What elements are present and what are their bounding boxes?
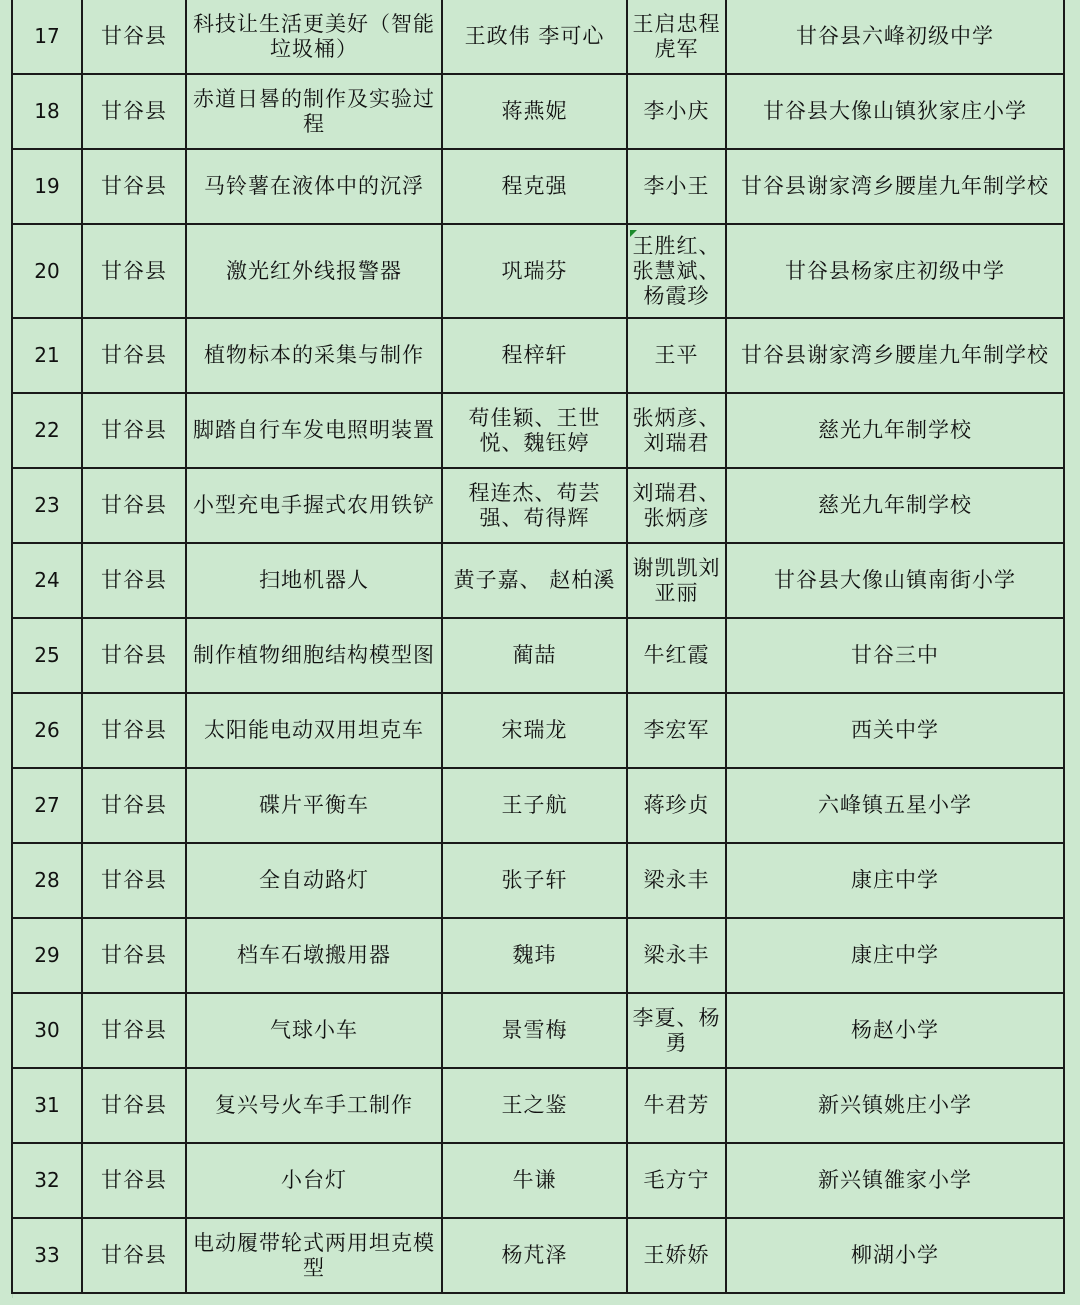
students-cell[interactable]: 王政伟 李可心 bbox=[442, 0, 627, 74]
project-title-cell[interactable]: 科技让生活更美好（智能垃圾桶） bbox=[186, 0, 442, 74]
table-row bbox=[12, 768, 1064, 843]
teachers-cell[interactable]: 李宏军 bbox=[627, 693, 726, 768]
students-cell[interactable]: 宋瑞龙 bbox=[442, 693, 627, 768]
students-cell[interactable]: 景雪梅 bbox=[442, 993, 627, 1068]
teachers-cell[interactable]: 张炳彦、刘瑞君 bbox=[627, 393, 726, 468]
county-cell[interactable]: 甘谷县 bbox=[82, 224, 186, 318]
table-row bbox=[12, 693, 1064, 768]
table-row bbox=[12, 0, 1064, 74]
row-number-cell[interactable]: 32 bbox=[12, 1143, 82, 1218]
project-title-cell[interactable]: 全自动路灯 bbox=[186, 843, 442, 918]
row-number-cell[interactable]: 20 bbox=[12, 224, 82, 318]
school-cell[interactable]: 甘谷县谢家湾乡腰崖九年制学校 bbox=[726, 149, 1064, 224]
teachers-cell[interactable]: 牛君芳 bbox=[627, 1068, 726, 1143]
county-cell[interactable]: 甘谷县 bbox=[82, 618, 186, 693]
project-title-cell[interactable]: 太阳能电动双用坦克车 bbox=[186, 693, 442, 768]
school-cell[interactable]: 慈光九年制学校 bbox=[726, 393, 1064, 468]
project-title-cell[interactable]: 扫地机器人 bbox=[186, 543, 442, 618]
school-cell[interactable]: 杨赵小学 bbox=[726, 993, 1064, 1068]
teachers-cell[interactable]: 刘瑞君、张炳彦 bbox=[627, 468, 726, 543]
county-cell[interactable]: 甘谷县 bbox=[82, 993, 186, 1068]
table-row bbox=[12, 1068, 1064, 1143]
table-row bbox=[12, 618, 1064, 693]
row-number-cell[interactable]: 21 bbox=[12, 318, 82, 393]
teachers-cell[interactable]: 谢凯凯刘亚丽 bbox=[627, 543, 726, 618]
row-number-cell[interactable]: 28 bbox=[12, 843, 82, 918]
students-cell[interactable]: 王子航 bbox=[442, 768, 627, 843]
county-cell[interactable]: 甘谷县 bbox=[82, 843, 186, 918]
students-cell[interactable]: 蔺喆 bbox=[442, 618, 627, 693]
row-number-cell[interactable]: 25 bbox=[12, 618, 82, 693]
row-number-cell[interactable]: 22 bbox=[12, 393, 82, 468]
teachers-cell[interactable]: 毛方宁 bbox=[627, 1143, 726, 1218]
project-title-cell[interactable]: 激光红外线报警器 bbox=[186, 224, 442, 318]
students-cell[interactable]: 王之鉴 bbox=[442, 1068, 627, 1143]
row-number-cell[interactable]: 33 bbox=[12, 1218, 82, 1293]
school-cell[interactable]: 慈光九年制学校 bbox=[726, 468, 1064, 543]
school-cell[interactable]: 甘谷县谢家湾乡腰崖九年制学校 bbox=[726, 318, 1064, 393]
project-title-cell[interactable]: 赤道日晷的制作及实验过程 bbox=[186, 74, 442, 149]
school-cell[interactable]: 新兴镇姚庄小学 bbox=[726, 1068, 1064, 1143]
row-number-cell[interactable]: 31 bbox=[12, 1068, 82, 1143]
project-title-cell[interactable]: 小台灯 bbox=[186, 1143, 442, 1218]
students-cell[interactable]: 苟佳颖、王世悦、魏钰婷 bbox=[442, 393, 627, 468]
cell-comment-marker bbox=[630, 230, 637, 237]
project-title-cell[interactable]: 制作植物细胞结构模型图 bbox=[186, 618, 442, 693]
row-number-cell[interactable]: 17 bbox=[12, 0, 82, 74]
students-cell[interactable]: 黄子嘉、 赵柏溪 bbox=[442, 543, 627, 618]
table-row bbox=[12, 393, 1064, 468]
teachers-cell[interactable]: 王娇娇 bbox=[627, 1218, 726, 1293]
students-cell[interactable]: 张子轩 bbox=[442, 843, 627, 918]
teachers-cell[interactable]: 蒋珍贞 bbox=[627, 768, 726, 843]
teachers-cell[interactable]: 王平 bbox=[627, 318, 726, 393]
teachers-cell[interactable]: 李小庆 bbox=[627, 74, 726, 149]
right-gutter bbox=[1066, 0, 1080, 1305]
table-body bbox=[12, 0, 1064, 1293]
school-cell[interactable]: 甘谷县六峰初级中学 bbox=[726, 0, 1064, 74]
table-row bbox=[12, 843, 1064, 918]
county-cell[interactable]: 甘谷县 bbox=[82, 1218, 186, 1293]
county-cell[interactable]: 甘谷县 bbox=[82, 318, 186, 393]
county-cell[interactable]: 甘谷县 bbox=[82, 74, 186, 149]
county-cell[interactable]: 甘谷县 bbox=[82, 768, 186, 843]
table-row bbox=[12, 993, 1064, 1068]
row-number-cell[interactable]: 24 bbox=[12, 543, 82, 618]
table-row bbox=[12, 74, 1064, 149]
school-cell[interactable]: 康庄中学 bbox=[726, 843, 1064, 918]
table-row bbox=[12, 1218, 1064, 1293]
school-cell[interactable]: 柳湖小学 bbox=[726, 1218, 1064, 1293]
county-cell[interactable]: 甘谷县 bbox=[82, 543, 186, 618]
county-cell[interactable]: 甘谷县 bbox=[82, 393, 186, 468]
school-cell[interactable]: 甘谷县大像山镇南街小学 bbox=[726, 543, 1064, 618]
school-cell[interactable]: 甘谷县大像山镇狄家庄小学 bbox=[726, 74, 1064, 149]
students-cell[interactable]: 杨芃泽 bbox=[442, 1218, 627, 1293]
county-cell[interactable]: 甘谷县 bbox=[82, 149, 186, 224]
table-row bbox=[12, 1143, 1064, 1218]
teachers-cell[interactable]: 梁永丰 bbox=[627, 843, 726, 918]
project-title-cell[interactable]: 小型充电手握式农用铁铲 bbox=[186, 468, 442, 543]
students-cell[interactable]: 蒋燕妮 bbox=[442, 74, 627, 149]
project-title-cell[interactable]: 碟片平衡车 bbox=[186, 768, 442, 843]
row-number-cell[interactable]: 26 bbox=[12, 693, 82, 768]
table-row bbox=[12, 318, 1064, 393]
teachers-cell[interactable]: 牛红霞 bbox=[627, 618, 726, 693]
row-number-cell[interactable]: 19 bbox=[12, 149, 82, 224]
county-cell[interactable]: 甘谷县 bbox=[82, 0, 186, 74]
school-cell[interactable]: 甘谷三中 bbox=[726, 618, 1064, 693]
project-title-cell[interactable]: 气球小车 bbox=[186, 993, 442, 1068]
county-cell[interactable]: 甘谷县 bbox=[82, 1068, 186, 1143]
row-number-cell[interactable]: 23 bbox=[12, 468, 82, 543]
project-title-cell[interactable]: 脚踏自行车发电照明装置 bbox=[186, 393, 442, 468]
row-number-cell[interactable]: 27 bbox=[12, 768, 82, 843]
students-cell[interactable]: 巩瑞芬 bbox=[442, 224, 627, 318]
project-title-cell[interactable]: 马铃薯在液体中的沉浮 bbox=[186, 149, 442, 224]
teachers-cell[interactable]: 李小王 bbox=[627, 149, 726, 224]
teachers-cell[interactable]: 王胜红、张慧斌、杨霞珍 bbox=[627, 224, 726, 318]
project-title-cell[interactable]: 复兴号火车手工制作 bbox=[186, 1068, 442, 1143]
school-cell[interactable]: 甘谷县杨家庄初级中学 bbox=[726, 224, 1064, 318]
project-title-cell[interactable]: 植物标本的采集与制作 bbox=[186, 318, 442, 393]
county-cell[interactable]: 甘谷县 bbox=[82, 918, 186, 993]
results-table bbox=[11, 0, 1065, 1294]
county-cell[interactable]: 甘谷县 bbox=[82, 468, 186, 543]
students-cell[interactable]: 程连杰、苟芸强、苟得辉 bbox=[442, 468, 627, 543]
students-cell[interactable]: 牛谦 bbox=[442, 1143, 627, 1218]
school-cell[interactable]: 康庄中学 bbox=[726, 918, 1064, 993]
project-title-cell[interactable]: 电动履带轮式两用坦克模型 bbox=[186, 1218, 442, 1293]
students-cell[interactable]: 魏玮 bbox=[442, 918, 627, 993]
table-row bbox=[12, 149, 1064, 224]
table-row bbox=[12, 468, 1064, 543]
teachers-cell[interactable]: 梁永丰 bbox=[627, 918, 726, 993]
bottom-gutter bbox=[0, 1298, 1080, 1305]
school-cell[interactable]: 六峰镇五星小学 bbox=[726, 768, 1064, 843]
row-number-cell[interactable]: 18 bbox=[12, 74, 82, 149]
students-cell[interactable]: 程梓轩 bbox=[442, 318, 627, 393]
row-number-cell[interactable]: 30 bbox=[12, 993, 82, 1068]
teachers-cell[interactable]: 王启忠程虎军 bbox=[627, 0, 726, 74]
school-cell[interactable]: 西关中学 bbox=[726, 693, 1064, 768]
table-row bbox=[12, 224, 1064, 318]
school-cell[interactable]: 新兴镇雒家小学 bbox=[726, 1143, 1064, 1218]
students-cell[interactable]: 程克强 bbox=[442, 149, 627, 224]
project-title-cell[interactable]: 档车石墩搬用器 bbox=[186, 918, 442, 993]
county-cell[interactable]: 甘谷县 bbox=[82, 693, 186, 768]
row-number-cell[interactable]: 29 bbox=[12, 918, 82, 993]
table-row bbox=[12, 918, 1064, 993]
table-row bbox=[12, 543, 1064, 618]
teachers-cell[interactable]: 李夏、杨勇 bbox=[627, 993, 726, 1068]
county-cell[interactable]: 甘谷县 bbox=[82, 1143, 186, 1218]
